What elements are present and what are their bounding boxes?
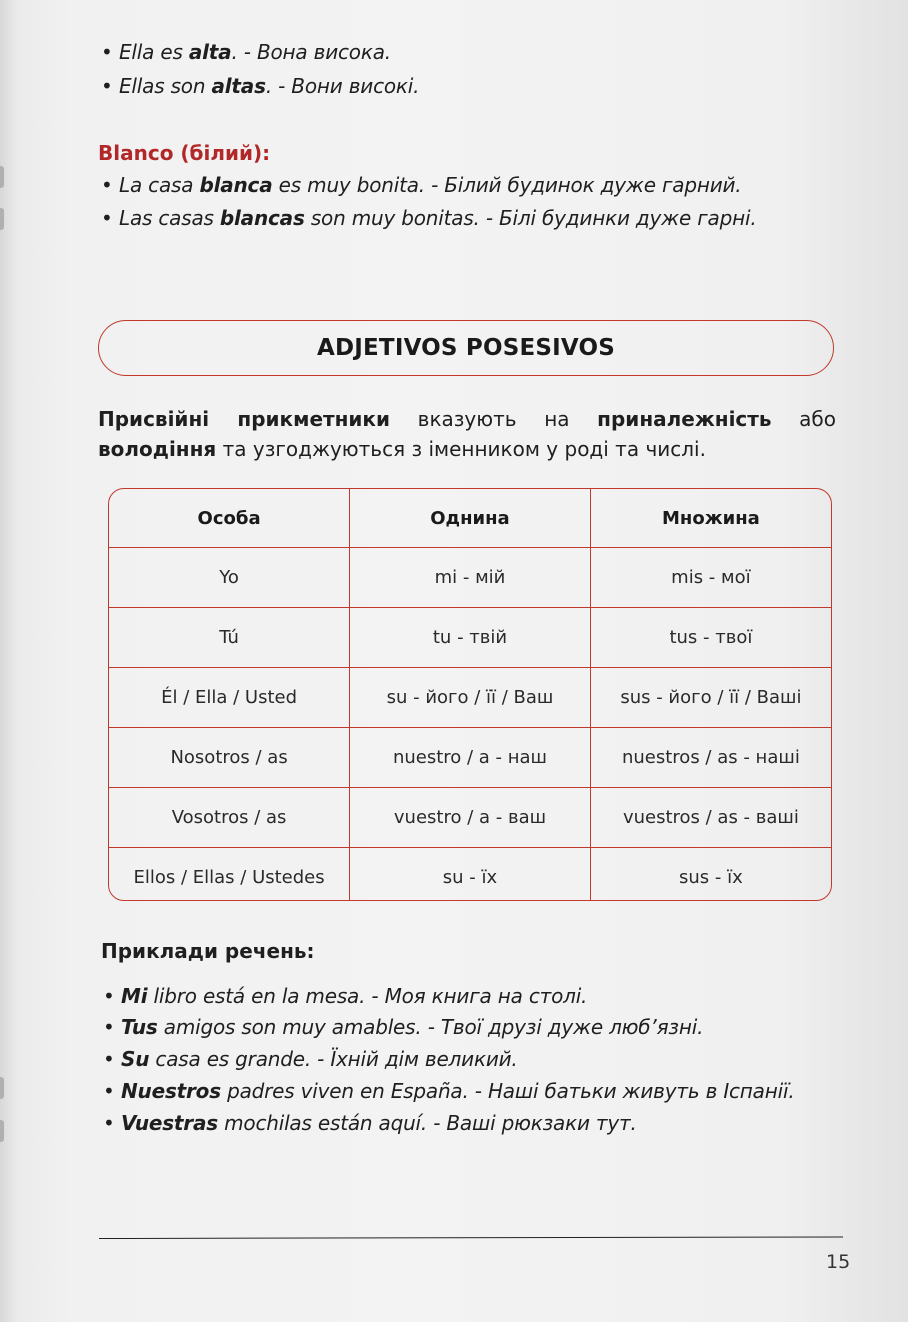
- table-cell: sus - його / її / Ваші: [590, 668, 831, 728]
- blanco-example-line: [101, 206, 757, 230]
- table-row: [109, 548, 831, 608]
- table-cell: sus - їх: [679, 867, 743, 888]
- example-text: son muy bonitas. - Білі будинки дуже гарні.: [304, 206, 757, 230]
- table-cell: tus - твої: [590, 608, 831, 668]
- intro-bold-term: Присвійні прикметники: [98, 407, 391, 431]
- possessive-table-grid: [109, 489, 831, 901]
- bullet-icon: •: [103, 1111, 115, 1135]
- intro-bold-term: приналежність: [597, 407, 772, 431]
- blanco-label: Blanco (білий):: [98, 141, 271, 165]
- table-cell: Él / Ella / Usted: [109, 668, 350, 728]
- example-text: . - Вона висока.: [231, 40, 391, 64]
- example-line: [103, 984, 587, 1008]
- example-bold-word: Su: [121, 1047, 150, 1071]
- table-cell: tu - твій: [350, 608, 591, 668]
- bullet-icon: •: [103, 984, 115, 1008]
- example-line: [103, 1015, 703, 1039]
- section-title: ADJETIVOS POSESIVOS: [316, 335, 616, 361]
- table-cell: su - їх: [350, 848, 591, 902]
- table-cell: Nosotros / as: [109, 728, 350, 788]
- binding-mark: [0, 208, 4, 230]
- example-bold-word: blanca: [199, 173, 273, 197]
- table-cell: mis - мої: [590, 548, 831, 608]
- example-text: libro está en la mesa. - Моя книга на столі.: [147, 984, 588, 1008]
- table-cell: su - його / її / Ваш: [350, 668, 591, 728]
- example-text: padres viven en España. - Наші батьки живуть в Іспанії.: [220, 1079, 795, 1103]
- example-text: es muy bonita. - Білий будинок дуже гарний.: [272, 173, 742, 197]
- table-cell: mi - мій: [350, 548, 591, 608]
- example-text: La casa: [119, 173, 200, 197]
- bullet-icon: •: [103, 1015, 115, 1039]
- page-number: 15: [826, 1251, 851, 1273]
- binding-mark: [0, 1077, 4, 1099]
- intro-text: вказують на: [390, 407, 598, 431]
- bullet-icon: •: [103, 1047, 115, 1071]
- table-row: [109, 608, 831, 668]
- top-example-line: [101, 74, 419, 98]
- example-line: [103, 1111, 637, 1135]
- table-cell: nuestros / as - наші: [590, 728, 831, 788]
- bullet-icon: •: [101, 173, 113, 197]
- examples-heading: Приклади речень:: [101, 939, 315, 963]
- example-text: Las casas: [119, 206, 220, 230]
- column-header: Однина: [350, 489, 591, 548]
- table-cell: Ellos / Ellas / Ustedes: [109, 848, 350, 902]
- example-bold-word: Vuestras: [121, 1111, 218, 1135]
- table-cell: Tú: [109, 608, 350, 668]
- bullet-icon: •: [101, 40, 113, 64]
- example-bold-word: Mi: [121, 984, 148, 1008]
- intro-text: або: [771, 407, 837, 431]
- table-cell: vuestros / as - ваші: [590, 788, 831, 848]
- section-banner: [98, 320, 834, 376]
- example-line: [103, 1047, 518, 1071]
- example-line: [103, 1079, 795, 1103]
- blanco-example-line: [101, 173, 741, 197]
- table-header-row: [109, 489, 831, 548]
- intro-text: та узгоджуються з іменником у роді та числі.: [216, 437, 706, 461]
- binding-mark: [0, 166, 4, 188]
- table-row: [109, 848, 831, 902]
- intro-paragraph: [98, 404, 836, 464]
- table-row: [109, 788, 831, 848]
- table-row: [109, 728, 831, 788]
- example-bold-word: Tus: [121, 1015, 158, 1039]
- top-example-line: [101, 40, 391, 64]
- bullet-icon: •: [101, 206, 113, 230]
- example-text: casa es grande. - Їхній дім великий.: [149, 1047, 518, 1071]
- example-bold-word: altas: [211, 74, 266, 98]
- intro-bold-term: володіння: [98, 437, 217, 461]
- table-cell: Vosotros / as: [109, 788, 350, 848]
- example-text: Ellas son: [119, 74, 212, 98]
- example-bold-word: blancas: [219, 206, 305, 230]
- column-header: Множина: [590, 489, 831, 548]
- table-row: [109, 668, 831, 728]
- footer-divider: [99, 1236, 843, 1239]
- table-cell: Yo: [109, 548, 350, 608]
- example-text: amigos son muy amables. - Твої друзі дуже люб’язні.: [157, 1015, 704, 1039]
- bullet-icon: •: [101, 74, 113, 98]
- possessive-table: [108, 488, 832, 901]
- table-cell: vuestro / a - ваш: [350, 788, 591, 848]
- binding-mark: [0, 1120, 4, 1142]
- example-text: mochilas están aquí. - Ваші рюкзаки тут.: [217, 1111, 637, 1135]
- example-text: Ella es: [119, 40, 189, 64]
- table-cell: nuestro / a - наш: [350, 728, 591, 788]
- example-text: . - Вони високі.: [265, 74, 420, 98]
- example-bold-word: Nuestros: [121, 1079, 221, 1103]
- example-bold-word: alta: [188, 40, 232, 64]
- bullet-icon: •: [103, 1079, 115, 1103]
- column-header: Особа: [109, 489, 350, 548]
